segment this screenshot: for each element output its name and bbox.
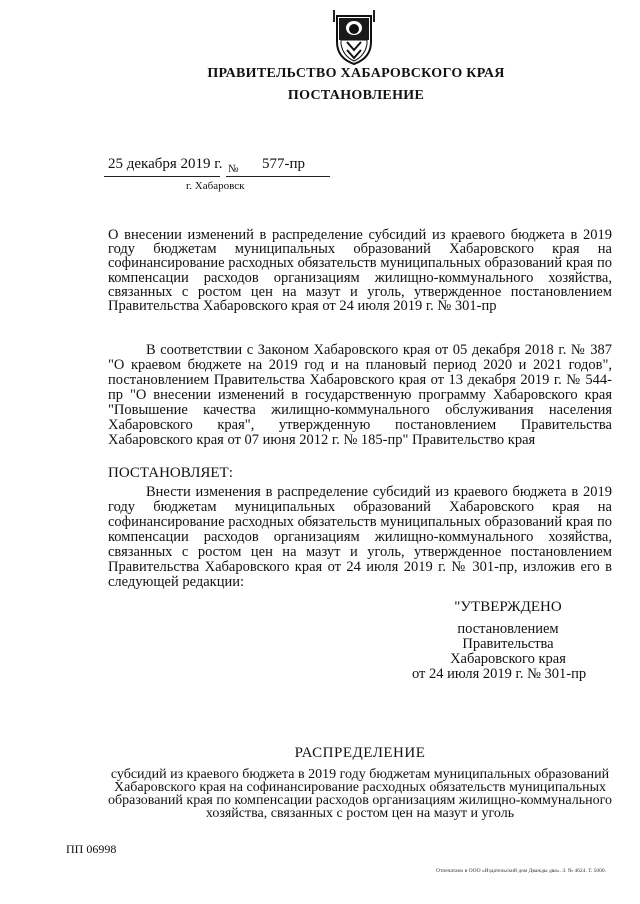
form-code: ПП 06998 — [66, 842, 117, 856]
resolves-heading: ПОСТАНОВЛЯЕТ: — [108, 465, 233, 481]
coat-of-arms-icon — [329, 6, 379, 68]
resolution-number: 577-пр — [262, 156, 306, 172]
decision-block — [108, 485, 612, 590]
number-sign: № — [228, 163, 239, 175]
approval-block — [410, 622, 606, 667]
approval-line: Правительства — [462, 636, 554, 652]
resolution-subject: О внесении изменений в распределение субсидий из краевого бюджета в 2019 году бюджетам муниципальных образований Хабаровского края на софинансирование расходных обязательств муниципальных образований края по компенсации расходов организациям жилищно-коммунального хозяйства, связанных с ростом цен на мазут и уголь, утвержденное постановлением Правительства Хабаровского края от 24 июля 2019 г. № 301-пр — [108, 227, 612, 315]
approval-title: "УТВЕРЖДЕНО — [454, 599, 562, 615]
distribution-subtitle: субсидий из краевого бюджета в 2019 году бюджетам муниципальных образований Хабаровского края на софинансирование расходных обязательств муниципальных образований края по компенсации расходов организациям жилищно-коммунального хозяйства, связанных с ростом цен на мазут и уголь — [107, 767, 613, 821]
date-underline — [104, 176, 220, 177]
approval-date: от 24 июля 2019 г. № 301-пр — [412, 666, 587, 682]
approval-line: постановлением — [457, 621, 559, 637]
distribution-title: РАСПРЕДЕЛЕНИЕ — [294, 745, 426, 761]
resolution-date: 25 декабря 2019 г. — [108, 156, 223, 172]
number-underline — [226, 176, 330, 177]
decision-paragraph: Внести изменения в распределение субсидий из краевого бюджета в 2019 году бюджетам муниципальных образований Хабаровского края на софинансирование расходных обязательств муниципальных образований края по компенсации расходов организациям жилищно-коммунального хозяйства, связанных с ростом цен на мазут и уголь, утвержденное постановлением Правительства Хабаровского края от 24 июля 2019 г. № 301-пр, изложив его в следующей редакции: — [108, 484, 612, 590]
approval-line: Хабаровского края — [450, 651, 566, 667]
city-name: г. Хабаровск — [186, 180, 245, 192]
authority-name: ПРАВИТЕЛЬСТВО ХАБАРОВСКОГО КРАЯ — [207, 66, 505, 81]
preamble-block — [108, 343, 612, 448]
preamble-paragraph: В соответствии с Законом Хабаровского края от 05 декабря 2018 г. № 387 "О краевом бюджете на 2019 год и на плановый период 2020 и 2021 годов", постановлением Правительства Хабаровского края от 13 декабря 2019 г. № 544-пр "О внесении изменений в государственную программу Хабаровского края "Повышение качества жилищно-коммунального обслуживания населения Хабаровского края", утвержденную постановлением Правительства Хабаровского края от 07 июня 2012 г. № 185-пр" Правительство края — [108, 342, 612, 448]
printer-imprint: Отпечатано в ООО «Издательский дом Дважды два». З. № 4624. Т. 5000. — [436, 868, 607, 874]
document-type: ПОСТАНОВЛЕНИЕ — [287, 88, 425, 103]
